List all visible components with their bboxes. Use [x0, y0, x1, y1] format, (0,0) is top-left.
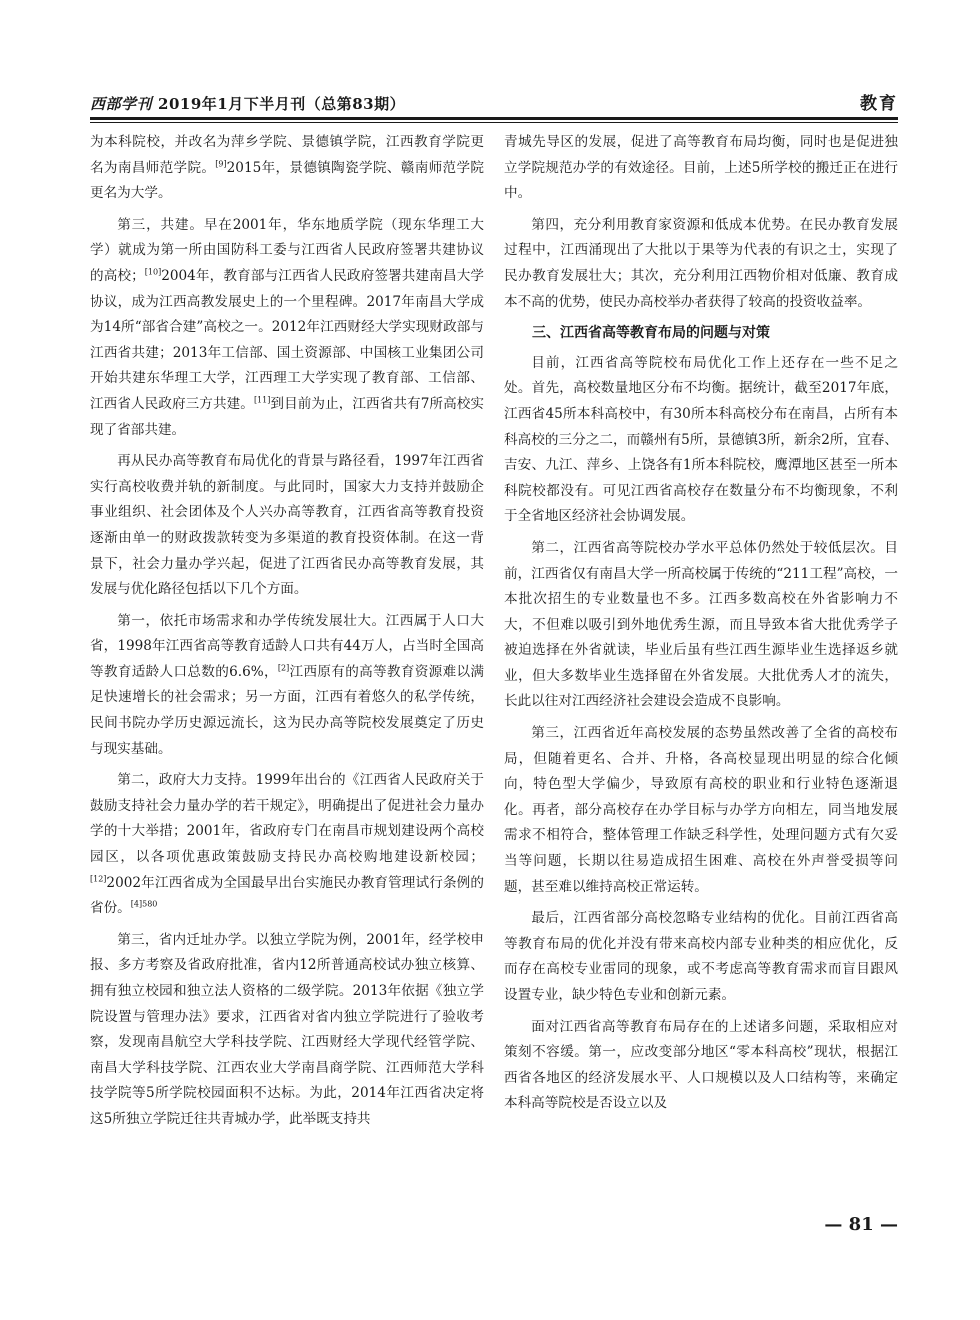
section-title: 教育	[860, 94, 898, 114]
paragraph-text: 2002年江西省成为全国最早出台实施民办教育管理试行条例的省份。	[90, 874, 484, 917]
running-header	[90, 88, 898, 114]
paragraph	[90, 609, 484, 763]
paragraph	[90, 928, 484, 1133]
paragraph	[504, 213, 898, 315]
paragraph-text: 2015年，景德镇陶瓷学院、赣南师范学院更名为大学。	[90, 159, 484, 202]
paragraph	[504, 351, 898, 530]
paragraph-text: 面对江西省高等教育布局存在的上述诸多问题，采取相应对策刻不容缓。第一，应改变部分地区“零本科高校”现状，根据江西省各地区的经济发展水平、人口规模以及人口结构等，来确定本科高等院校是否设立以及	[504, 1018, 898, 1112]
paragraph	[90, 130, 484, 207]
paragraph-text: 第二，政府大力支持。1999年出台的《江西省人民政府关于鼓励支持社会力量办学的若干规定》，明确提出了促进社会力量办学的十大举措；2001年，省政府专门在南昌市规划建设两个高校园区，以各项优惠政策鼓励支持民办高校购地建设新校园；	[90, 772, 484, 866]
header-journal-issue	[90, 93, 405, 114]
paragraph	[504, 721, 898, 900]
paragraph	[504, 536, 898, 715]
paragraph	[504, 130, 898, 207]
paragraph-text: 第一，依托市场需求和办学传统发展壮大。江西属于人口大省，1998年江西省高等教育适龄人口共有44万人，占当时全国高等教育适龄人口总数的6.6%，	[90, 612, 484, 680]
paragraph-text: 江西原有的高等教育资源难以满足快速增长的社会需求；另一方面，江西有着悠久的私学传统，民间书院办学历史源远流长，这为民办高等院校发展奠定了历史与现实基础。	[90, 663, 484, 757]
paragraph	[504, 906, 898, 1008]
paragraph-text: 第三，江西省近年高校发展的态势虽然改善了全省的高校布局，但随着更名、合并、升格，各高校显现出明显的综合化倾向，特色型大学偏少，导致原有高校的职业和行业特色逐渐退化。再者，部分高校存在办学目标与办学方向相左，同当地发展需求不相符合，整体管理工作缺乏科学性，处理问题方式有欠妥当等问题，长期以往易造成招生困难、高校在外声誉受损等问题，甚至难以维持高校正常运转。	[504, 725, 898, 895]
paragraph-text: 第四，充分利用教育家资源和低成本优势。在民办教育发展过程中，江西涌现出了大批以于果等为代表的有识之士，实现了民办教育发展壮大；其次，充分利用江西物价相对低廉、教育成本不高的优势，使民办高校举办者获得了较高的投资收益率。	[504, 216, 898, 310]
paragraph	[90, 213, 484, 443]
citation-marker: [4]580	[130, 899, 158, 909]
paragraph	[90, 768, 484, 922]
journal-name: 西部学刊	[90, 95, 153, 113]
page-number: — 81 —	[824, 1214, 898, 1235]
paragraph-text: 第三，省内迁址办学。以独立学院为例，2001年，经学校申报、多方考察及省政府批准，省内12所普通高校试办独立核算、拥有独立校园和独立法人资格的二级学院。2013年依据《独立学院设置与管理办法》要求，江西省对省内独立学院进行了验收考察，发现南昌航空大学科技学院、江西财经大学现代经管学院、南昌大学科技学院、江西农业大学南昌商学院、江西师范大学科技学院等5所学院校园面积不达标。为此，2014年江西省决定将这5所独立学院迁往共青城办学，此举既支持共	[90, 931, 484, 1127]
issue-info: 2019年1月下半月刊（总第83期）	[158, 95, 406, 113]
paragraph-text: 目前，江西省高等院校布局优化工作上还存在一些不足之处。首先，高校数量地区分布不均衡。据统计，截至2017年底，江西省45所本科高校中，有30所本科高校分布在南昌，占所有本科高校的三分之二，而赣州有5所，景德镇3所，新余2所，宜春、吉安、九江、萍乡、上饶各有1所本科院校，鹰潭地区甚至一所本科院校都没有。可见江西省高校存在数量分布不均衡现象，不利于全省地区经济社会协调发展。	[504, 354, 898, 525]
paragraph-text: 再从民办高等教育布局优化的背景与路径看，1997年江西省实行高校收费并轨的新制度。与此同时，国家大力支持并鼓励企事业组织、社会团体及个人兴办高等教育，江西省高等教育投资逐渐由单一的财政拨款转变为多渠道的教育投资体制。在这一背景下，社会力量办学兴起，促进了江西省民办高等教育发展，其发展与优化路径包括以下几个方面。	[90, 453, 484, 598]
citation-marker: [10]	[144, 267, 162, 277]
citation-marker: [2]	[277, 663, 290, 673]
paragraph-text: 为本科院校，并改名为萍乡学院、景德镇学院，江西教育学院更名为南昌师范学院。	[90, 134, 484, 176]
left-column	[90, 130, 484, 1139]
paragraph	[504, 1015, 898, 1117]
paragraph-text: 第三，共建。早在2001年，华东地质学院（现东华理工大学）就成为第一所由国防科工委与江西省人民政府签署共建协议的高校；	[90, 216, 484, 284]
paragraph-text: 青城先导区的发展，促进了高等教育布局均衡，同时也是促进独立学院规范办学的有效途径。目前，上述5所学校的搬迁正在进行中。	[504, 134, 898, 202]
right-column	[504, 130, 898, 1123]
header-rule-thick	[90, 117, 898, 120]
citation-marker: [11]	[253, 395, 271, 405]
citation-marker: [9]	[215, 159, 227, 169]
paragraph-text: 第二，江西省高等院校办学水平总体仍然处于较低层次。目前，江西省仅有南昌大学一所高校属于传统的“211工程”高校，一本批次招生的专业数量也不多。江西多数高校在外省影响力不大，不但难以吸引到外地优秀生源，而且导致本省大批优秀学子被迫选择在外省就读，毕业后虽有些江西生源毕业生选择返乡就业，但大多数毕业生选择留在外省发展。大批优秀人才的流失，长此以往对江西经济社会建设会造成不良影响。	[504, 539, 898, 710]
paragraph-text: 到目前为止，江西省共有7所高校实现了省部共建。	[90, 395, 484, 438]
header-rule-thin	[90, 122, 898, 123]
paragraph	[90, 449, 484, 603]
paragraph-text: 最后，江西省部分高校忽略专业结构的优化。目前江西省高等教育布局的优化并没有带来高校内部专业种类的相应优化，反而存在高校专业雷同的现象，或不考虑高等教育需求而盲目跟风设置专业，缺少特色专业和创新元素。	[504, 910, 898, 1003]
section-heading: 三、江西省高等教育布局的问题与对策	[532, 325, 770, 342]
paragraph-text: 2004年，教育部与江西省人民政府签署共建南昌大学协议，成为江西高教发展史上的一个里程碑。2017年南昌大学成为14所“部省合建”高校之一。2012年江西财经大学实现财政部与江西省共建；2013年工信部、国土资源部、中国核工业集团公司开始共建东华理工大学，江西理工大学实现了教育部、工信部、江西省人民政府三方共建。	[90, 267, 485, 412]
citation-marker: [12]	[90, 874, 107, 884]
